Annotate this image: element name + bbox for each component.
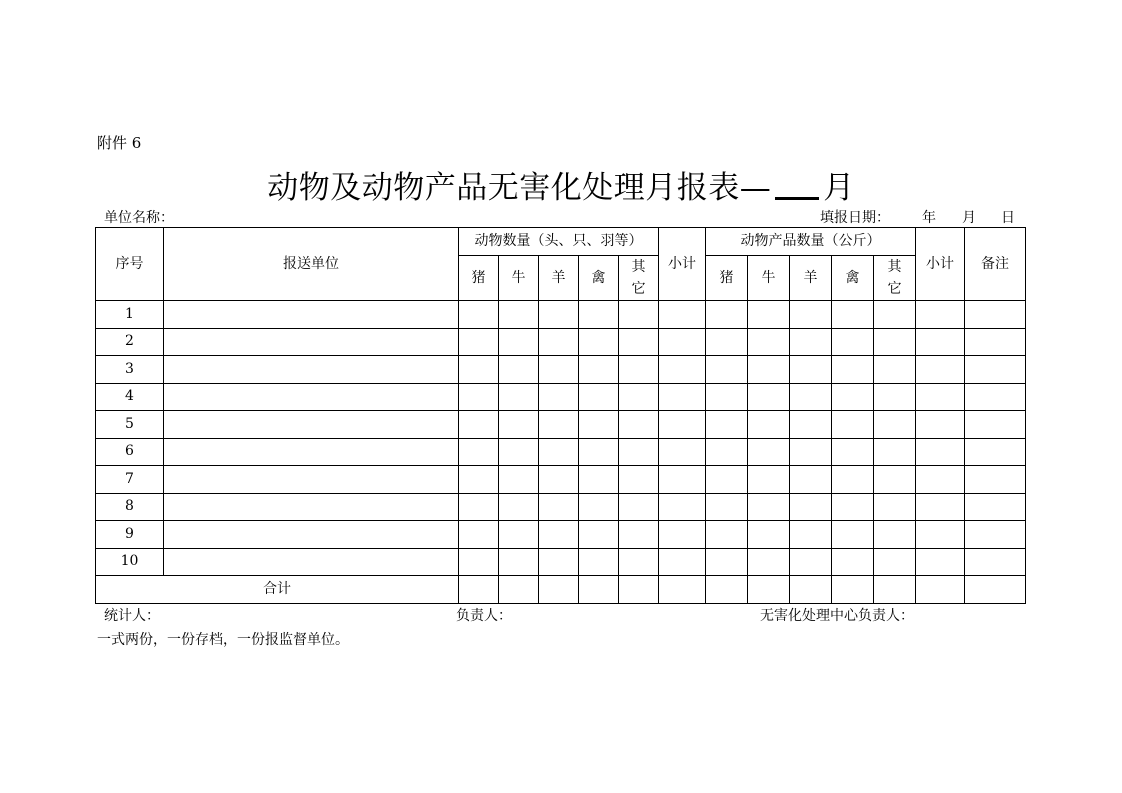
reporting-unit-cell[interactable]: [164, 356, 459, 384]
data-cell[interactable]: [832, 356, 874, 384]
data-cell[interactable]: [539, 466, 579, 494]
data-cell[interactable]: [916, 438, 965, 466]
page-title: [0, 162, 1122, 207]
table-row: [96, 356, 1026, 384]
data-cell[interactable]: [748, 548, 790, 576]
animal-col-other: 其它: [619, 256, 659, 301]
reporting-unit-cell[interactable]: [164, 328, 459, 356]
product-col-poultry: 禽: [832, 256, 874, 301]
data-cell[interactable]: [539, 548, 579, 576]
data-cell[interactable]: [790, 328, 832, 356]
reporting-unit-cell[interactable]: [164, 383, 459, 411]
table-row: [96, 411, 1026, 439]
data-cell[interactable]: [659, 493, 706, 521]
data-cell[interactable]: [619, 301, 659, 329]
data-cell[interactable]: [790, 383, 832, 411]
statistician-label: 统计人：: [104, 608, 160, 624]
data-cell[interactable]: [459, 548, 499, 576]
data-cell[interactable]: [579, 438, 619, 466]
data-cell[interactable]: [832, 383, 874, 411]
data-cell[interactable]: [874, 411, 916, 439]
col-unit-header: 报送单位: [164, 228, 459, 301]
fill-date-label: 填报日期：: [820, 210, 890, 226]
reporting-unit-cell[interactable]: [164, 466, 459, 494]
reporting-unit-cell[interactable]: [164, 301, 459, 329]
total-cell[interactable]: [619, 576, 659, 604]
data-cell[interactable]: [579, 301, 619, 329]
total-cell[interactable]: [579, 576, 619, 604]
data-cell[interactable]: [748, 383, 790, 411]
total-cell[interactable]: [748, 576, 790, 604]
data-cell[interactable]: [874, 438, 916, 466]
data-cell[interactable]: [965, 548, 1026, 576]
data-cell[interactable]: [790, 438, 832, 466]
data-cell[interactable]: [874, 301, 916, 329]
data-cell[interactable]: [832, 493, 874, 521]
data-cell[interactable]: [748, 466, 790, 494]
unit-name-label: 单位名称：: [104, 210, 174, 226]
data-cell[interactable]: [499, 383, 539, 411]
animal-col-sheep: 羊: [539, 256, 579, 301]
data-cell[interactable]: [748, 411, 790, 439]
total-cell[interactable]: [790, 576, 832, 604]
title-main: 动物及动物产品无害化处理月报表—: [267, 170, 772, 206]
data-cell[interactable]: [659, 438, 706, 466]
header-row-1: [96, 228, 1026, 256]
data-cell[interactable]: [659, 548, 706, 576]
product-col-cattle: 牛: [748, 256, 790, 301]
product-col-pig: 猪: [706, 256, 748, 301]
data-cell[interactable]: [965, 411, 1026, 439]
data-cell[interactable]: [499, 548, 539, 576]
data-cell[interactable]: [706, 301, 748, 329]
data-cell[interactable]: [874, 521, 916, 549]
row-number: 3: [96, 356, 164, 384]
date-month: 月: [962, 210, 976, 226]
data-cell[interactable]: [539, 411, 579, 439]
data-cell[interactable]: [659, 356, 706, 384]
total-cell[interactable]: [706, 576, 748, 604]
data-cell[interactable]: [790, 356, 832, 384]
data-cell[interactable]: [706, 466, 748, 494]
date-day: 日: [1001, 210, 1015, 226]
report-table: [95, 227, 1026, 604]
table-row: [96, 548, 1026, 576]
row-number: 7: [96, 466, 164, 494]
data-cell[interactable]: [539, 438, 579, 466]
reporting-unit-cell[interactable]: [164, 411, 459, 439]
data-cell[interactable]: [965, 466, 1026, 494]
data-cell[interactable]: [619, 383, 659, 411]
table-row: [96, 328, 1026, 356]
data-cell[interactable]: [619, 438, 659, 466]
data-cell[interactable]: [916, 411, 965, 439]
animal-col-pig: 猪: [459, 256, 499, 301]
data-cell[interactable]: [790, 548, 832, 576]
data-cell[interactable]: [539, 383, 579, 411]
reporting-unit-cell[interactable]: [164, 521, 459, 549]
table-row: [96, 301, 1026, 329]
data-cell[interactable]: [619, 356, 659, 384]
data-cell[interactable]: [748, 356, 790, 384]
total-label: 合计: [96, 576, 459, 604]
data-cell[interactable]: [619, 466, 659, 494]
data-cell[interactable]: [790, 411, 832, 439]
row-number: 1: [96, 301, 164, 329]
data-cell[interactable]: [579, 411, 619, 439]
data-cell[interactable]: [659, 466, 706, 494]
data-cell[interactable]: [790, 466, 832, 494]
reporting-unit-cell[interactable]: [164, 493, 459, 521]
data-cell[interactable]: [459, 438, 499, 466]
data-cell[interactable]: [619, 411, 659, 439]
data-cell[interactable]: [832, 328, 874, 356]
total-cell[interactable]: [874, 576, 916, 604]
data-cell[interactable]: [659, 411, 706, 439]
animal-group-header: 动物数量（头、只、羽等）: [459, 228, 659, 256]
data-cell[interactable]: [539, 493, 579, 521]
data-cell[interactable]: [965, 383, 1026, 411]
data-cell[interactable]: [706, 356, 748, 384]
title-suffix: 月: [823, 170, 855, 206]
data-cell[interactable]: [706, 328, 748, 356]
total-cell[interactable]: [832, 576, 874, 604]
copies-note: 一式两份，一份存档，一份报监督单位。: [97, 632, 349, 648]
table-row: [96, 493, 1026, 521]
animal-col-cattle: 牛: [499, 256, 539, 301]
data-cell[interactable]: [659, 301, 706, 329]
table-row: [96, 466, 1026, 494]
data-cell[interactable]: [619, 521, 659, 549]
data-cell[interactable]: [579, 521, 619, 549]
data-cell[interactable]: [965, 328, 1026, 356]
data-cell[interactable]: [499, 356, 539, 384]
row-number: 2: [96, 328, 164, 356]
date-year: 年: [922, 210, 936, 226]
table-row: [96, 438, 1026, 466]
data-cell[interactable]: [790, 521, 832, 549]
data-cell[interactable]: [459, 466, 499, 494]
data-cell[interactable]: [539, 521, 579, 549]
data-cell[interactable]: [916, 493, 965, 521]
data-cell[interactable]: [659, 521, 706, 549]
data-cell[interactable]: [499, 411, 539, 439]
data-cell[interactable]: [916, 328, 965, 356]
total-cell[interactable]: [539, 576, 579, 604]
row-number: 5: [96, 411, 164, 439]
product-group-header: 动物产品数量（公斤）: [706, 228, 916, 256]
data-cell[interactable]: [706, 548, 748, 576]
data-cell[interactable]: [499, 301, 539, 329]
row-number: 4: [96, 383, 164, 411]
product-col-sheep: 羊: [790, 256, 832, 301]
animal-col-poultry: 禽: [579, 256, 619, 301]
data-cell[interactable]: [539, 328, 579, 356]
data-cell[interactable]: [579, 466, 619, 494]
attachment-label: 附件 6: [97, 134, 142, 152]
data-cell[interactable]: [832, 521, 874, 549]
animal-subtotal-header: 小计: [659, 228, 706, 301]
data-cell[interactable]: [459, 493, 499, 521]
total-row: [96, 576, 1026, 604]
total-cell[interactable]: [659, 576, 706, 604]
data-cell[interactable]: [874, 493, 916, 521]
data-cell[interactable]: [499, 438, 539, 466]
row-number: 6: [96, 438, 164, 466]
data-cell[interactable]: [916, 301, 965, 329]
center-responsible-label: 无害化处理中心负责人：: [760, 608, 914, 624]
data-cell[interactable]: [619, 328, 659, 356]
row-number: 8: [96, 493, 164, 521]
data-cell[interactable]: [874, 548, 916, 576]
data-cell[interactable]: [579, 383, 619, 411]
table-row: [96, 521, 1026, 549]
data-cell[interactable]: [916, 356, 965, 384]
data-cell[interactable]: [459, 521, 499, 549]
data-cell[interactable]: [916, 466, 965, 494]
data-cell[interactable]: [579, 328, 619, 356]
total-cell[interactable]: [965, 576, 1026, 604]
data-cell[interactable]: [706, 383, 748, 411]
data-cell[interactable]: [965, 356, 1026, 384]
data-cell[interactable]: [619, 493, 659, 521]
data-cell[interactable]: [459, 328, 499, 356]
data-cell[interactable]: [459, 383, 499, 411]
data-cell[interactable]: [874, 356, 916, 384]
data-cell[interactable]: [459, 301, 499, 329]
data-cell[interactable]: [539, 301, 579, 329]
data-cell[interactable]: [965, 438, 1026, 466]
data-cell[interactable]: [579, 548, 619, 576]
remarks-header: 备注: [965, 228, 1026, 301]
reporting-unit-cell[interactable]: [164, 548, 459, 576]
data-cell[interactable]: [459, 411, 499, 439]
data-cell[interactable]: [748, 301, 790, 329]
total-cell[interactable]: [459, 576, 499, 604]
responsible-label: 负责人：: [456, 608, 512, 624]
data-cell[interactable]: [499, 493, 539, 521]
data-cell[interactable]: [832, 411, 874, 439]
data-cell[interactable]: [916, 383, 965, 411]
data-cell[interactable]: [832, 438, 874, 466]
product-col-other: 其它: [874, 256, 916, 301]
data-cell[interactable]: [706, 411, 748, 439]
data-cell[interactable]: [706, 521, 748, 549]
table-row: [96, 383, 1026, 411]
data-cell[interactable]: [579, 493, 619, 521]
data-cell[interactable]: [459, 356, 499, 384]
data-cell[interactable]: [748, 438, 790, 466]
data-cell[interactable]: [706, 438, 748, 466]
data-cell[interactable]: [659, 328, 706, 356]
data-cell[interactable]: [748, 521, 790, 549]
data-cell[interactable]: [619, 548, 659, 576]
month-blank: [775, 169, 819, 200]
data-cell[interactable]: [965, 521, 1026, 549]
data-cell[interactable]: [748, 493, 790, 521]
data-cell[interactable]: [916, 521, 965, 549]
row-number: 9: [96, 521, 164, 549]
data-cell[interactable]: [790, 301, 832, 329]
data-cell[interactable]: [499, 328, 539, 356]
total-cell[interactable]: [916, 576, 965, 604]
product-subtotal-header: 小计: [916, 228, 965, 301]
data-cell[interactable]: [539, 356, 579, 384]
data-cell[interactable]: [965, 493, 1026, 521]
data-cell[interactable]: [706, 493, 748, 521]
data-cell[interactable]: [832, 466, 874, 494]
data-cell[interactable]: [916, 548, 965, 576]
data-cell[interactable]: [499, 466, 539, 494]
data-cell[interactable]: [832, 548, 874, 576]
data-cell[interactable]: [832, 301, 874, 329]
data-cell[interactable]: [874, 383, 916, 411]
data-cell[interactable]: [790, 493, 832, 521]
data-cell[interactable]: [579, 356, 619, 384]
col-seq-header: 序号: [96, 228, 164, 301]
data-cell[interactable]: [874, 466, 916, 494]
data-cell[interactable]: [874, 328, 916, 356]
total-cell[interactable]: [499, 576, 539, 604]
reporting-unit-cell[interactable]: [164, 438, 459, 466]
row-number: 10: [96, 548, 164, 576]
data-cell[interactable]: [499, 521, 539, 549]
data-cell[interactable]: [659, 383, 706, 411]
data-cell[interactable]: [748, 328, 790, 356]
data-cell[interactable]: [965, 301, 1026, 329]
